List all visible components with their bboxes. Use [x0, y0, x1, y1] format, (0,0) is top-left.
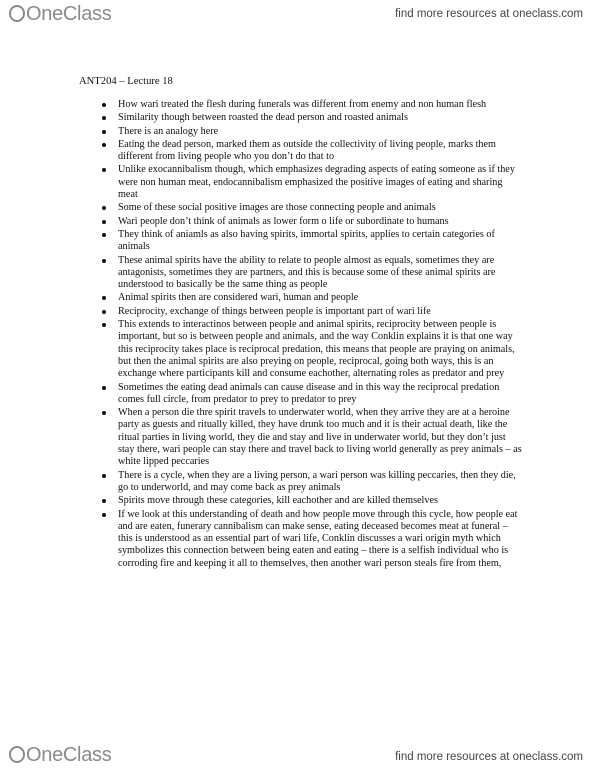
top-banner	[0, 0, 595, 30]
bullet-icon	[102, 386, 106, 390]
bullet-icon	[102, 130, 106, 134]
note-item	[102, 139, 522, 164]
bullet-icon	[102, 259, 106, 263]
note-text: Similarity though between roasted the dead person and roasted animals	[118, 112, 408, 124]
bullet-icon	[102, 103, 106, 107]
find-more-resources-link-footer[interactable]: find more resources at oneclass.com	[395, 751, 583, 763]
note-text: There is a cycle, when they are a living person, a wari person was killing peccaries, then they die, go to underworld, and may come back as prey animals	[118, 469, 516, 493]
bullet-icon	[102, 296, 106, 300]
lecture-notes-list	[102, 99, 522, 571]
oneclass-logo-footer[interactable]	[9, 744, 111, 767]
note-item	[102, 99, 522, 111]
document-title: ANT204 – Lecture 18	[79, 76, 173, 87]
note-text: Unlike exocannibalism though, which emphasizes degrading aspects of eating someone as if they were non human meat, endocannibalism emphasized the positive images of eating and sharing meat	[118, 164, 515, 201]
note-text: Wari people don’t think of animals as lower form o life or subordinate to humans	[118, 215, 449, 227]
note-item	[102, 216, 522, 228]
note-item	[102, 319, 522, 380]
note-text: This extends to interactinos between people and animal spirits, reciprocity between people is important, but so is between people and animals, and the way Conklin explains it is that one way this reciprocity takes place is reciprocal predation, this means that people are praying on animals, but then the animal spirits are also preying on people, reciprocal, going both ways, this is an exchange where participants kill and consume eachother, alternating roles as predator and prey	[118, 319, 515, 380]
note-item	[102, 112, 522, 124]
note-text: Animal spirits then are considered wari, human and people	[118, 292, 359, 304]
note-text: If we look at this understanding of death and how people move through this cycle, how people eat and are eaten, funerary cannibalism can make sense, eating deceased becomes meat at funeral – this is understood as an essential part of wari life, Conklin discusses a wari origin myth which symbolizes this connection between being eaten and eating – there is a selfish individual who is corroding fire and keeping it all to themselves, then another wari person steals fire from them,	[118, 508, 518, 569]
bullet-icon	[102, 143, 106, 147]
note-item	[102, 306, 522, 318]
note-text: How wari treated the flesh during funerals was different from enemy and non human flesh	[118, 99, 487, 110]
bullet-icon	[102, 411, 106, 415]
note-text: Eating the dead person, marked them as outside the collectivity of living people, marks them different from living people who you don’t do that to	[118, 138, 496, 163]
note-text: When a person die thre spirit travels to underwater world, when they arrive they are at a heroine party as guests and ritually killed, they have drunk too much and it is their actual death, like the ritual parties in living world, they die and stay and live in underwater world, but they don’t just stay there, wari people can stay there and travel back to living world generally as prey animals – as white lipped peccaries	[118, 407, 522, 468]
bullet-icon	[102, 233, 106, 237]
bullet-icon	[102, 116, 106, 120]
note-text: Some of these social positive images are those connecting people and animals	[118, 202, 436, 214]
note-item	[102, 229, 522, 254]
note-item	[102, 407, 522, 468]
bullet-icon	[102, 474, 106, 478]
note-item	[102, 509, 522, 570]
note-text: There is an analogy here	[118, 125, 219, 137]
note-text: Sometimes the eating dead animals can cause disease and in this way the reciprocal predation comes full circle, from predator to prey to predator to prey	[118, 381, 500, 405]
note-item	[102, 126, 522, 138]
bullet-icon	[102, 499, 106, 503]
find-more-resources-link[interactable]: find more resources at oneclass.com	[395, 8, 583, 20]
oneclass-logo[interactable]	[9, 3, 111, 26]
bullet-icon	[102, 323, 106, 327]
logo-ring-icon	[9, 746, 25, 763]
note-text: Reciprocity, exchange of things between people is important part of wari life	[118, 305, 431, 317]
bullet-icon	[102, 168, 106, 172]
note-item	[102, 470, 522, 495]
logo-text: OneClass	[26, 744, 112, 766]
bullet-icon	[102, 220, 106, 224]
note-text: Spirits move through these categories, kill eachother and are killed themselves	[118, 495, 438, 507]
note-item	[102, 202, 522, 214]
note-text: These animal spirits have the ability to relate to people almost as equals, sometimes they are antagonists, sometimes they are partners, and this is because some of these animal spirits are understood to basically be the same thing as people	[118, 254, 496, 291]
note-item	[102, 292, 522, 304]
note-item	[102, 495, 522, 507]
note-item	[102, 382, 522, 407]
bottom-banner	[0, 738, 595, 770]
note-item	[102, 255, 522, 292]
bullet-icon	[102, 206, 106, 210]
note-text: They think of aniamls as also having spirits, immortal spirits, applies to certain categories of animals	[118, 228, 495, 253]
logo-text: OneClass	[26, 3, 112, 25]
logo-ring-icon	[9, 5, 25, 22]
bullet-icon	[102, 513, 106, 517]
note-item	[102, 164, 522, 201]
bullet-icon	[102, 310, 106, 314]
